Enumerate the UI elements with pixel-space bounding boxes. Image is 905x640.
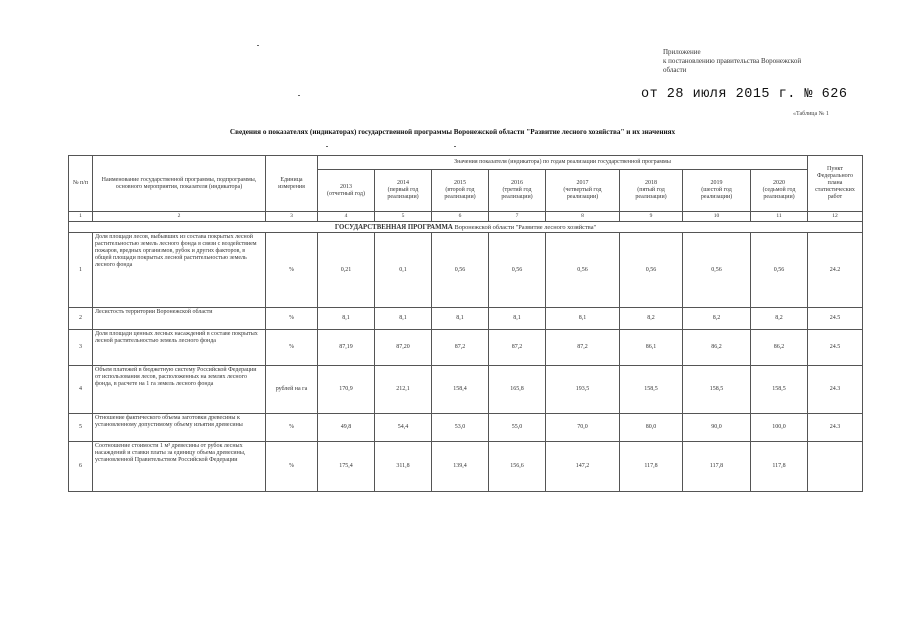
row-federal-plan: 24.5 (808, 330, 863, 366)
row-unit: % (266, 442, 318, 492)
column-number: 9 (620, 212, 683, 222)
row-value-2020: 0,56 (751, 233, 808, 308)
row-federal-plan: 24.5 (808, 308, 863, 330)
appendix-line-1: Приложение (663, 48, 701, 56)
header-year-value: 2017 (576, 180, 589, 186)
row-value-2019: 8,2 (683, 308, 751, 330)
header-unit: Единица измерения (266, 156, 318, 212)
row-value-2016: 0,56 (489, 233, 546, 308)
row-value-2016: 87,2 (489, 330, 546, 366)
row-value-2013: 170,9 (318, 366, 375, 414)
row-value-2014: 311,8 (375, 442, 432, 492)
header-values-group: Значения показателя (индикатора) по годам реализации государственной программы (318, 156, 808, 170)
header-year-value: 2019 (710, 180, 723, 186)
row-value-2014: 8,1 (375, 308, 432, 330)
row-value-2013: 49,8 (318, 414, 375, 442)
row-value-2015: 53,0 (432, 414, 489, 442)
header-year-value: 2020 (773, 180, 785, 186)
row-indicator-name: Доля площади лесов, выбывших из состава покрытых лесной растительностью земель лесного фонда в связи с воздействием пожаров, вредных организмов, рубок и других факторов, в общей площади покрытых лесной растительностью земель лесного фонда (93, 233, 266, 308)
table-row (69, 414, 863, 442)
row-value-2020: 100,0 (751, 414, 808, 442)
header-name: Наименование государственной программы, подпрограммы, основного мероприятия, показателя (индикатора) (93, 156, 266, 212)
indicators-table (68, 155, 863, 492)
row-value-2016: 156,6 (489, 442, 546, 492)
header-year-value: 2014 (397, 180, 409, 186)
row-value-2019: 117,8 (683, 442, 751, 492)
appendix-line-2: к постановлению правительства Воронежской (663, 57, 802, 65)
table-row (69, 308, 863, 330)
row-value-2018: 117,8 (620, 442, 683, 492)
row-indicator-name: Отношение фактического объема заготовки древесины к установленному допустимому объему изъятия древесины (93, 414, 266, 442)
row-value-2020: 86,2 (751, 330, 808, 366)
header-year-2017 (546, 170, 620, 212)
program-row (69, 222, 863, 233)
row-value-2020: 117,8 (751, 442, 808, 492)
row-value-2013: 0,21 (318, 233, 375, 308)
row-federal-plan (808, 442, 863, 492)
scan-speck (454, 146, 456, 147)
row-unit: % (266, 330, 318, 366)
program-row-prefix: ГОСУДАРСТВЕННАЯ ПРОГРАММА (334, 223, 453, 231)
column-number: 11 (751, 212, 808, 222)
column-number: 4 (318, 212, 375, 222)
row-value-2015: 139,4 (432, 442, 489, 492)
row-indicator-name: Объем платежей в бюджетную систему Российской Федерации от использования лесов, расположенных на землях лесного фонда, в расчете на 1 га земель лесного фонда (93, 366, 266, 414)
column-number: 2 (93, 212, 266, 222)
scan-speck (298, 95, 300, 96)
program-row-title: Воронежской области "Развитие лесного хозяйства" (454, 223, 597, 231)
header-year-2020 (751, 170, 808, 212)
row-value-2015: 0,56 (432, 233, 489, 308)
scan-speck (257, 45, 259, 46)
row-value-2018: 80,0 (620, 414, 683, 442)
header-year-2014 (375, 170, 432, 212)
row-unit: % (266, 233, 318, 308)
row-value-2016: 165,8 (489, 366, 546, 414)
row-federal-plan: 24.2 (808, 233, 863, 308)
row-unit: % (266, 308, 318, 330)
row-num: 4 (69, 366, 93, 414)
document-title: Сведения о показателях (индикаторах) государственной программы Воронежской области "Развитие лесного хозяйства" и их значениях (229, 128, 676, 136)
header-year-2015 (432, 170, 489, 212)
row-num: 6 (69, 442, 93, 492)
row-num: 2 (69, 308, 93, 330)
header-year-label: (седьмой год реализации) (762, 187, 796, 200)
header-year-label: (шестой год реализации) (700, 187, 733, 200)
header-year-value: 2016 (511, 180, 523, 186)
appendix-block (663, 48, 801, 75)
row-num: 5 (69, 414, 93, 442)
row-value-2016: 55,0 (489, 414, 546, 442)
header-year-label: (второй год реализации) (444, 187, 476, 200)
row-num: 1 (69, 233, 93, 308)
row-unit: рублей на га (266, 366, 318, 414)
row-value-2018: 86,1 (620, 330, 683, 366)
row-value-2013: 8,1 (318, 308, 375, 330)
row-value-2013: 175,4 (318, 442, 375, 492)
table-row (69, 233, 863, 308)
row-value-2015: 8,1 (432, 308, 489, 330)
row-value-2013: 87,19 (318, 330, 375, 366)
row-num: 3 (69, 330, 93, 366)
scan-speck (326, 146, 328, 147)
header-year-2013 (318, 170, 375, 212)
row-value-2020: 8,2 (751, 308, 808, 330)
row-value-2020: 158,5 (751, 366, 808, 414)
row-federal-plan: 24.3 (808, 414, 863, 442)
row-indicator-name: Доля площади ценных лесных насаждений в составе покрытых лесной растительностью земель лесного фонда (93, 330, 266, 366)
table-row (69, 442, 863, 492)
row-value-2017: 8,1 (546, 308, 620, 330)
row-value-2017: 70,0 (546, 414, 620, 442)
header-year-2018 (620, 170, 683, 212)
row-value-2014: 54,4 (375, 414, 432, 442)
row-value-2017: 193,5 (546, 366, 620, 414)
table-row (69, 366, 863, 414)
row-value-2014: 0,1 (375, 233, 432, 308)
column-number: 6 (432, 212, 489, 222)
row-value-2018: 158,5 (620, 366, 683, 414)
row-value-2016: 8,1 (489, 308, 546, 330)
row-indicator-name: Соотношение стоимости 1 м³ древесины от рубок лесных насаждений и ставки платы за единицу объема древесины, установленной Правительством Российской Федерации (93, 442, 266, 492)
header-year-label: (пятый год реализации) (635, 187, 667, 200)
header-year-value: 2015 (454, 180, 466, 186)
row-value-2019: 0,56 (683, 233, 751, 308)
header-num: № п/п (69, 156, 93, 212)
row-indicator-name: Лесистость территории Воронежской области (93, 308, 266, 330)
column-number: 3 (266, 212, 318, 222)
row-value-2017: 87,2 (546, 330, 620, 366)
row-value-2018: 8,2 (620, 308, 683, 330)
appendix-line-3: области (663, 66, 687, 74)
table-number-label: «Таблица № 1 (793, 111, 829, 117)
row-value-2015: 158,4 (432, 366, 489, 414)
decree-date-number: от 28 июля 2015 г. № 626 (641, 87, 848, 102)
header-federal-plan: Пункт Федерального плана статистических работ (808, 156, 863, 212)
row-value-2019: 86,2 (683, 330, 751, 366)
row-federal-plan: 24.3 (808, 366, 863, 414)
header-year-2019 (683, 170, 751, 212)
row-value-2014: 212,1 (375, 366, 432, 414)
column-number: 7 (489, 212, 546, 222)
row-value-2019: 90,0 (683, 414, 751, 442)
column-number: 10 (683, 212, 751, 222)
column-number: 5 (375, 212, 432, 222)
row-value-2017: 0,56 (546, 233, 620, 308)
header-year-label: (четвертый год реализации) (563, 187, 602, 200)
row-unit: % (266, 414, 318, 442)
header-year-label: (отчетный год) (327, 190, 365, 197)
header-year-value: 2013 (340, 183, 352, 190)
row-value-2014: 87,20 (375, 330, 432, 366)
row-value-2017: 147,2 (546, 442, 620, 492)
column-number: 1 (69, 212, 93, 222)
row-value-2018: 0,56 (620, 233, 683, 308)
row-value-2015: 87,2 (432, 330, 489, 366)
column-number: 12 (808, 212, 863, 222)
header-year-label: (первый год реализации) (387, 187, 419, 200)
header-year-2016 (489, 170, 546, 212)
header-year-label: (третий год реализации) (501, 187, 533, 200)
row-value-2019: 158,5 (683, 366, 751, 414)
column-number: 8 (546, 212, 620, 222)
header-year-value: 2018 (645, 180, 657, 186)
table-row (69, 330, 863, 366)
